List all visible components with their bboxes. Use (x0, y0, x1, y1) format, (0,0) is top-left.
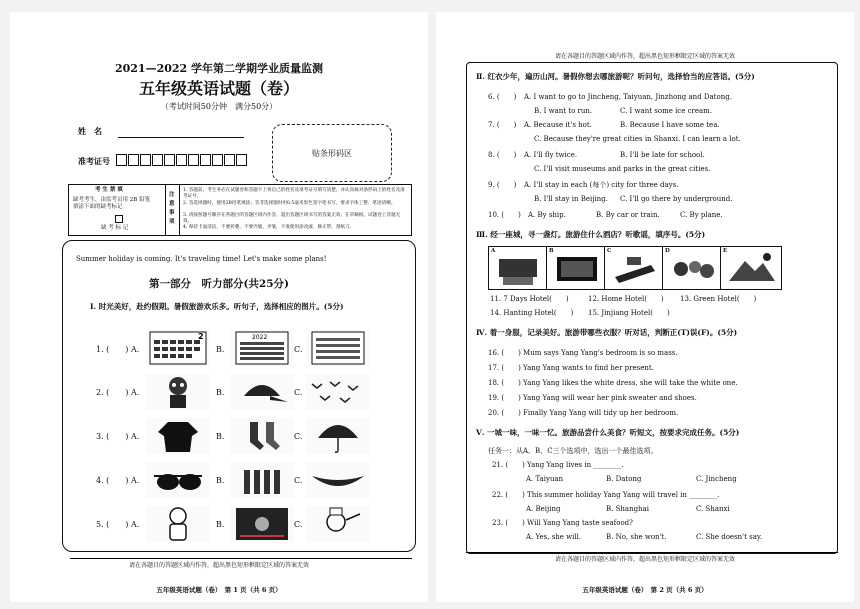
task1-instruction: 任务一：从A、B、C三个选项中，选出一个最佳选项。 (488, 447, 658, 455)
option-b-label: B. (216, 476, 225, 485)
section2-title: Ⅱ. 红衣少年，遍历山河。暑假你想去哪旅游呢？听问句，选择恰当的应答语。(5分) (476, 72, 755, 81)
tf-question-19: 19. ( ) Yang Yang will wear her pink sweater and shoes. (488, 394, 697, 402)
question-6: 6. ( ) (488, 93, 517, 101)
question-21: 21. ( ) Yang Yang lives in ________. (492, 461, 624, 469)
option-text: C. I want some ice cream. (620, 107, 713, 115)
option-text: A. Because it's hot. (524, 121, 592, 129)
option-text: A. By ship. (528, 211, 566, 219)
option-text: B. Because I have some tea. (620, 121, 720, 129)
hotel-picture-e: E (721, 247, 781, 289)
answer-area-notice: 请在各题目的答题区域内作答，超出黑色矩形框限定区域的答案无效 (554, 53, 735, 60)
option-text: C. Because they're great cities in Shanxi. I can learn a lot. (534, 135, 741, 143)
absent-label: 缺 考 标 记 (101, 225, 129, 231)
notes-text: 填涂下面的缺考标记 (73, 204, 123, 210)
option-b-label: B. (216, 432, 225, 441)
option-b-label: B. (216, 345, 225, 354)
hotel-item-13: 13. Green Hotel( ) (680, 295, 757, 303)
exam-header: 2021—2022 学年第二学期学业质量监测 (114, 62, 324, 75)
question-8: 8. ( ) (488, 151, 517, 159)
notes-text: 缺考考生，由监考员用 2B 铅笔 (73, 197, 151, 203)
option-b-label: B. (216, 520, 225, 529)
answer-area-notice: 请在各题目的答题区域内作答，超出黑色矩形框限定区域的答案无效 (128, 562, 309, 569)
tf-question-20: 20. ( ) Finally Yang Yang will tidy up her bedroom. (488, 409, 679, 417)
barcode-area (272, 124, 392, 182)
page-footer: 五年级英语试题（卷） 第 2 页（共 6 页） (582, 586, 708, 594)
tf-question-18: 18. ( ) Yang Yang likes the white dress, she will take the white one. (488, 379, 738, 387)
birds-image (306, 374, 370, 410)
option-text: B. Datong (606, 475, 642, 483)
hotel-picture-c: C (605, 247, 663, 289)
option-text: A. Beijing (526, 505, 561, 513)
option-b-label: B. (216, 388, 225, 397)
hotel-picture-strip (488, 246, 782, 290)
rule-text: 4. 保持卡面清洁，不要折叠、不要弄破、弄皱，不准使用涂改液、修正带、刮纸刀。 (183, 225, 355, 230)
calendar-2022-image (230, 330, 294, 366)
hotel-item-12: 12. Home Hotel( ) (588, 295, 664, 303)
question-7: 7. ( ) (488, 121, 517, 129)
option-text: B. I want to run. (534, 107, 593, 115)
exam-page-2 (436, 12, 854, 602)
absent-checkbox[interactable] (115, 215, 123, 223)
option-text: C. By plane. (680, 211, 723, 219)
svg-text:2022: 2022 (252, 334, 268, 341)
option-text: A. I'll stay in each (每个) city for three days. (524, 181, 679, 189)
option-text: B. Shanghai (606, 505, 649, 513)
exam-time-note: （考试时间50分钟 满分50分） (160, 102, 278, 111)
option-text: A. Taiyuan (526, 475, 564, 483)
option-c-label: C. (294, 388, 303, 397)
umbrella-image (306, 418, 370, 454)
rule-text: 2. 答选择题时，使用2B铅笔填涂；答非选择题时用0.5毫米黑色签字笔书写，要求字体工整、笔迹清晰。 (183, 201, 396, 206)
pencils-image (230, 462, 294, 498)
cap-image (230, 374, 294, 410)
notes-title: 考 生 禁 填 (95, 187, 123, 193)
rule-text: 3. 请按照题号顺序在各题目的答题区域内作答，超出答题区域书写的答案无效；在草稿纸、试题卷上答题无效。 (183, 213, 401, 224)
sunglasses-image (146, 462, 210, 498)
calendar-image (146, 330, 210, 366)
page-footer: 五年级英语试题（卷） 第 1 页（共 6 页） (156, 586, 282, 594)
question-3: 3. ( ) A. (96, 432, 140, 441)
exam-page-1 (10, 12, 428, 602)
name-line[interactable] (118, 137, 244, 138)
intro-text: Summer holiday is coming. It's traveling time! Let's make some plans! (76, 255, 327, 263)
option-text: B. I'll be late for school. (620, 151, 705, 159)
barcode-label: 贴条形码区 (312, 149, 352, 158)
question-2: 2. ( ) A. (96, 388, 140, 397)
question-5: 5. ( ) A. (96, 520, 140, 529)
candidate-notes-box (68, 184, 412, 236)
part1-title: 第一部分 听力部分(共25分) (148, 278, 290, 290)
option-text: B. I'll stay in Beijing. (534, 195, 608, 203)
option-text: B. By car or train. (596, 211, 660, 219)
hotel-picture-d: D (663, 247, 721, 289)
hotel-item-15: 15. Jinjiang Hotel( ) (588, 309, 670, 317)
rule-text: 1. 答题前，考生务必在试题卷和答题卡上将自己的姓名及准考证号填写清楚，并认真核对条形码上的姓名及准考证号。 (183, 188, 405, 199)
hotel-picture-a: A (489, 247, 547, 289)
section5-title: Ⅴ. 一城一味，一味一忆。旅游品尝什么美食？听短文，按要求完成任务。(5分) (476, 428, 740, 437)
robot-image (146, 374, 210, 410)
option-text: C. Shanxi (696, 505, 730, 513)
question-23: 23. ( ) Will Yang Yang taste seafood? (492, 519, 633, 527)
hotel-picture-b: B (547, 247, 605, 289)
name-label: 姓 名 (78, 126, 102, 136)
candidate-id-boxes[interactable] (116, 154, 248, 166)
option-text: A. Yes, she will. (526, 533, 582, 541)
option-text: C. I'll go there by underground. (620, 195, 733, 203)
boat-image (306, 462, 370, 498)
socks-image (230, 418, 294, 454)
option-text: B. No, she won't. (606, 533, 667, 541)
space-scene-image (230, 506, 294, 542)
tf-question-17: 17. ( ) Yang Yang wants to find her present. (488, 364, 654, 372)
option-c-label: C. (294, 476, 303, 485)
question-9: 9. ( ) (488, 181, 517, 189)
hotel-item-11: 11. 7 Days Hotel( ) (490, 295, 569, 303)
section3-title: Ⅲ. 经一座城，寻一盏灯。旅游住什么酒店？听歌谣，填序号。(5分) (476, 230, 706, 239)
calendar-image (306, 330, 370, 366)
section1-title: Ⅰ. 时光美好，赴约假期。暑假旅游欢乐多。听句子，选择相应的图片。(5分) (90, 302, 344, 311)
candidate-id-label: 准考证号 (78, 156, 110, 166)
tf-question-16: 16. ( ) Mum says Yang Yang's bedroom is so mass. (488, 349, 678, 357)
option-c-label: C. (294, 520, 303, 529)
exam-title: 五年级英语试题（卷） (138, 79, 299, 98)
answer-area-notice: 请在各题目的答题区域内作答，超出黑色矩形框限定区域的答案无效 (554, 556, 735, 563)
question-1: 1. ( ) A. (96, 345, 140, 354)
jacket-image (146, 418, 210, 454)
option-text: C. Jincheng (696, 475, 737, 483)
astronaut-image (146, 506, 210, 542)
attention-label: 注 意 事 项 (169, 192, 175, 225)
option-c-label: C. (294, 432, 303, 441)
option-text: A. I want to go to Jincheng, Taiyuan, Jinzhong and Datong. (524, 93, 732, 101)
option-text: A. I'll fly twice. (524, 151, 578, 159)
option-text: C. She doesn't say. (696, 533, 763, 541)
section4-title: Ⅳ. 着一身服，记录美好。旅游带哪些衣服？听对话，判断正(T)误(F)。(5分) (476, 328, 738, 337)
option-c-label: C. (294, 345, 303, 354)
svg-text:2: 2 (198, 332, 204, 341)
question-22: 22. ( ) This summer holiday Yang Yang will travel in ________. (492, 491, 720, 499)
option-text: C. I'll visit museums and parks in the great cities. (534, 165, 711, 173)
hotel-item-14: 14. Hanting Hotel( ) (490, 309, 574, 317)
question-4: 4. ( ) A. (96, 476, 140, 485)
chef-image (306, 506, 370, 542)
question-10: 10. ( ) (488, 211, 521, 219)
